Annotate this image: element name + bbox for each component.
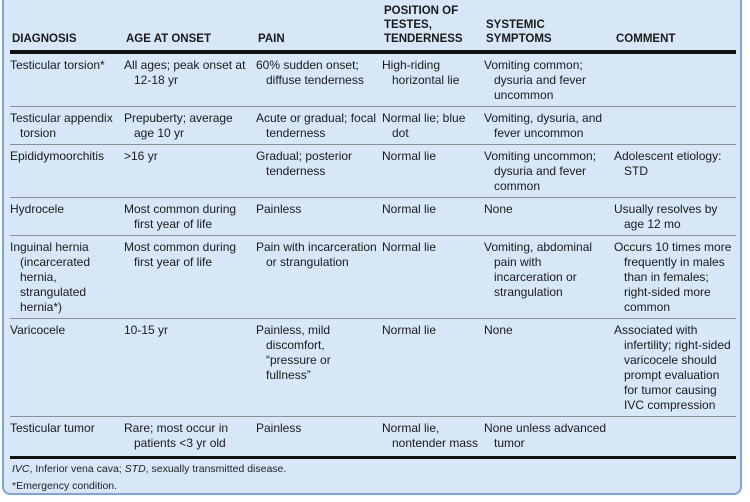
cell-position: High-riding horizontal lie bbox=[382, 52, 484, 107]
cell-diagnosis: Testicular appendix torsion bbox=[10, 107, 124, 145]
footnote-abbreviations bbox=[12, 463, 286, 475]
differential-diagnosis-table bbox=[10, 4, 736, 459]
cell-systemic-symptoms: None bbox=[484, 198, 614, 236]
cell-pain: Painless bbox=[256, 198, 382, 236]
cell-systemic-symptoms: None unless advanced tumor bbox=[484, 417, 614, 458]
table-row bbox=[10, 198, 736, 236]
cell-position: Normal lie bbox=[382, 236, 484, 319]
table-row bbox=[10, 319, 736, 417]
cell-diagnosis: Testicular torsion* bbox=[10, 52, 124, 107]
header-position: POSITION OF TESTES, TENDERNESS bbox=[382, 4, 484, 52]
cell-pain: Painless bbox=[256, 417, 382, 458]
cell-age-at-onset: Most common during first year of life bbox=[124, 198, 256, 236]
cell-age-at-onset: Prepuberty; average age 10 yr bbox=[124, 107, 256, 145]
cell-comment bbox=[614, 52, 736, 107]
table-row bbox=[10, 417, 736, 458]
cell-comment: Adolescent etiology: STD bbox=[614, 145, 736, 198]
cell-systemic-symptoms: None bbox=[484, 319, 614, 417]
cell-diagnosis: Varicocele bbox=[10, 319, 124, 417]
cell-systemic-symptoms: Vomiting common; dysuria and fever uncommon bbox=[484, 52, 614, 107]
cell-diagnosis: Hydrocele bbox=[10, 198, 124, 236]
abbr-std-def: , sexually transmitted disease. bbox=[145, 463, 287, 475]
abbr-ivc-def: , Inferior vena cava; bbox=[29, 463, 125, 475]
cell-systemic-symptoms: Vomiting, abdominal pain with incarceration or strangulation bbox=[484, 236, 614, 319]
header-age-at-onset: AGE AT ONSET bbox=[124, 4, 256, 52]
cell-diagnosis: Inguinal hernia (incarcerated hernia, strangulated hernia*) bbox=[10, 236, 124, 319]
cell-pain: 60% sudden onset; diffuse tenderness bbox=[256, 52, 382, 107]
cell-comment: Associated with infertility; right-sided varicocele should prompt evaluation for tumor causing IVC compression bbox=[614, 319, 736, 417]
header-row bbox=[10, 4, 736, 52]
cell-pain: Gradual; posterior tenderness bbox=[256, 145, 382, 198]
cell-age-at-onset: All ages; peak onset at 12-18 yr bbox=[124, 52, 256, 107]
cell-age-at-onset: Rare; most occur in patients <3 yr old bbox=[124, 417, 256, 458]
cell-systemic-symptoms: Vomiting uncommon; dysuria and fever common bbox=[484, 145, 614, 198]
header-systemic-symptoms: SYSTEMIC SYMPTOMS bbox=[484, 4, 614, 52]
abbr-std: STD bbox=[124, 463, 146, 475]
cell-position: Normal lie, nontender mass bbox=[382, 417, 484, 458]
cell-pain: Painless, mild discomfort, “pressure or fullness” bbox=[256, 319, 382, 417]
cell-diagnosis: Testicular tumor bbox=[10, 417, 124, 458]
cell-pain: Acute or gradual; focal tenderness bbox=[256, 107, 382, 145]
abbr-ivc: IVC bbox=[12, 463, 30, 475]
header-pain: PAIN bbox=[256, 4, 382, 52]
cell-position: Normal lie bbox=[382, 319, 484, 417]
cell-comment bbox=[614, 107, 736, 145]
table-row bbox=[10, 107, 736, 145]
cell-position: Normal lie bbox=[382, 145, 484, 198]
cell-age-at-onset: 10-15 yr bbox=[124, 319, 256, 417]
cell-position: Normal lie bbox=[382, 198, 484, 236]
cell-diagnosis: Epididymoorchitis bbox=[10, 145, 124, 198]
header-comment: COMMENT bbox=[614, 4, 736, 52]
cell-comment: Usually resolves by age 12 mo bbox=[614, 198, 736, 236]
cell-comment bbox=[614, 417, 736, 458]
table-row bbox=[10, 52, 736, 107]
cell-pain: Pain with incarceration or strangulation bbox=[256, 236, 382, 319]
table-row bbox=[10, 236, 736, 319]
table-row bbox=[10, 145, 736, 198]
cell-position: Normal lie; blue dot bbox=[382, 107, 484, 145]
cell-age-at-onset: >16 yr bbox=[124, 145, 256, 198]
cell-comment: Occurs 10 times more frequently in males than in females; right-sided more common bbox=[614, 236, 736, 319]
header-diagnosis: DIAGNOSIS bbox=[10, 4, 124, 52]
cell-systemic-symptoms: Vomiting, dysuria, and fever uncommon bbox=[484, 107, 614, 145]
footnote-emergency: *Emergency condition. bbox=[12, 480, 118, 492]
cell-age-at-onset: Most common during first year of life bbox=[124, 236, 256, 319]
